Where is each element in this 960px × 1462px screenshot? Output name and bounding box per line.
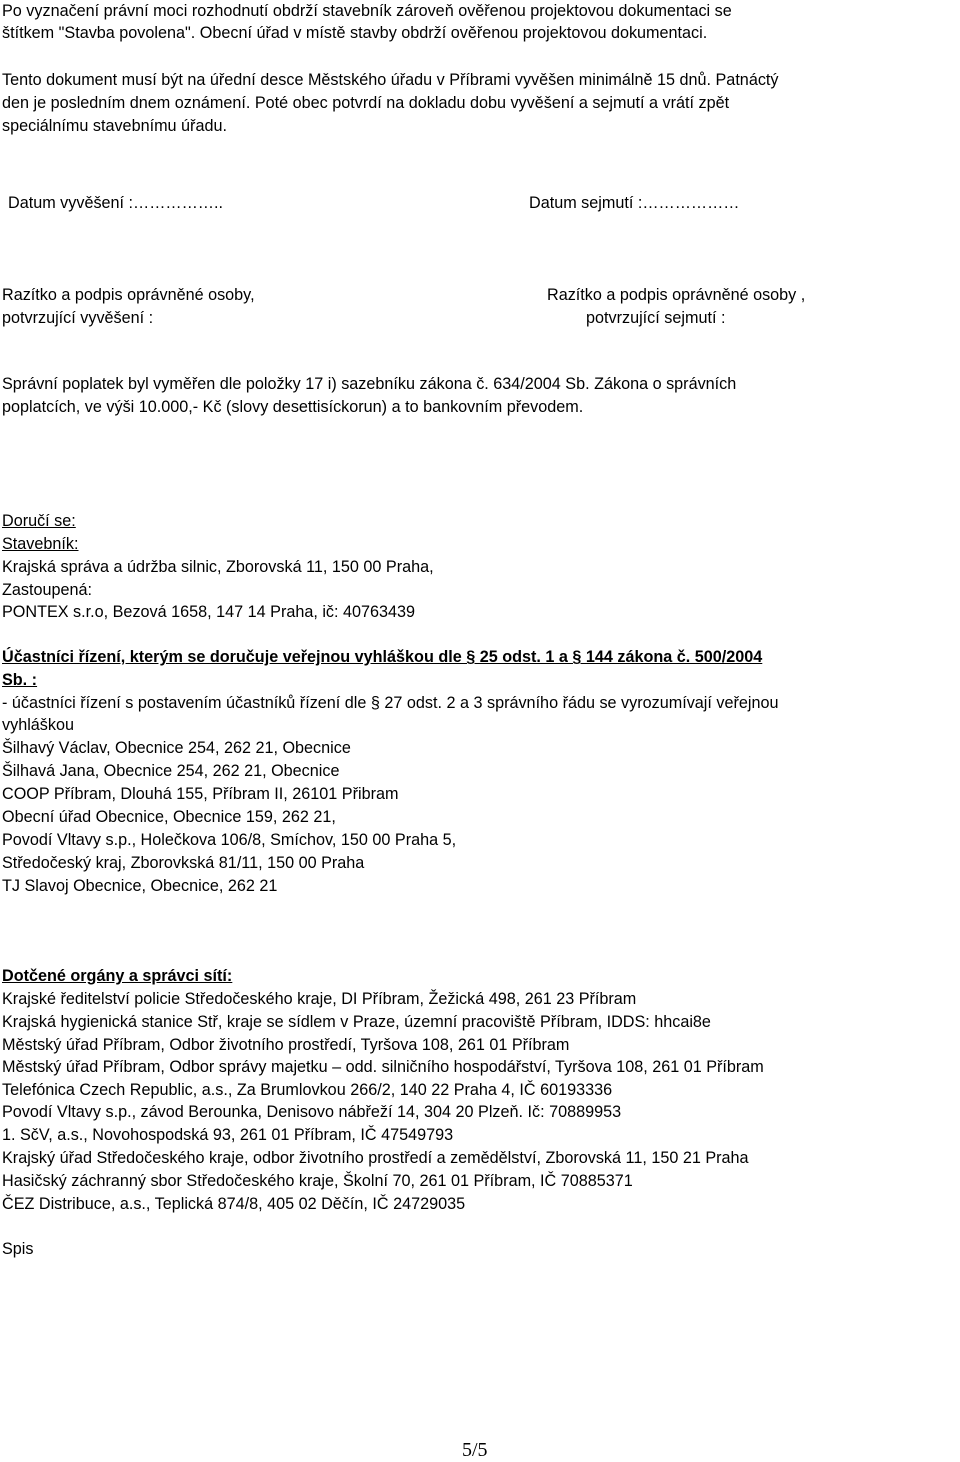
represented-label: Zastoupená:	[2, 581, 92, 599]
intro-paragraph-2-line-3: speciálnímu stavebnímu úřadu.	[2, 117, 227, 135]
participant-item: Obecní úřad Obecnice, Obecnice 159, 262 21,	[2, 808, 336, 826]
intro-paragraph-2-line-1: Tento dokument musí být na úřední desce Městského úřadu v Příbrami vyvěšen minimálně 15 dnů. Patnáctý	[2, 71, 779, 89]
authority-item: Hasičský záchranný sbor Středočeského kraje, Školní 70, 261 01 Příbram, IČ 70885371	[2, 1172, 633, 1190]
participant-item: Šilhavý Václav, Obecnice 254, 262 21, Obecnice	[2, 739, 351, 757]
authority-item: Povodí Vltavy s.p., závod Berounka, Denisovo nábřeží 14, 304 20 Plzeň. Ič: 70889953	[2, 1103, 622, 1121]
authority-item: Městský úřad Příbram, Odbor správy majetku – odd. silničního hospodářství, Tyršova 108, 261 01 Příbram	[2, 1058, 764, 1076]
participants-heading-line-1: Účastníci řízení, kterým se doručuje veřejnou vyhláškou dle § 25 odst. 1 a § 144 zákona č. 500/2004	[2, 648, 763, 666]
authorities-heading: Dotčené orgány a správci sítí:	[2, 967, 233, 985]
participant-item: Středočeský kraj, Zborovkská 81/11, 150 00 Praha	[2, 854, 365, 872]
fee-text-line-1: Správní poplatek byl vyměřen dle položky 17 i) sazebníku zákona č. 634/2004 Sb. Zákona o správních	[2, 375, 737, 393]
authority-item: Krajská hygienická stanice Stř, kraje se sídlem v Praze, územní pracoviště Příbram, IDDS: hhcai8e	[2, 1013, 711, 1031]
builder-address: Krajská správa a údržba silnic, Zborovská 11, 150 00 Praha,	[2, 558, 434, 576]
stamp-posted-label-line-2: potvrzující vyvěšení :	[2, 309, 154, 327]
posted-date-field: Datum vyvěšení :……………..	[8, 194, 223, 212]
stamp-removed-label-line-1: Razítko a podpis oprávněné osoby ,	[547, 286, 806, 304]
intro-paragraph-1-line-1: Po vyznačení právní moci rozhodnutí obdrží stavebník zároveň ověřenou projektovou dokumentaci se	[2, 2, 732, 20]
stamp-removed-label-line-2: potvrzující sejmutí :	[586, 309, 726, 327]
participant-item: COOP Příbram, Dlouhá 155, Příbram II, 26101 Přibram	[2, 785, 399, 803]
authority-item: Telefónica Czech Republic, a.s., Za Brumlovkou 266/2, 140 22 Praha 4, IČ 60193336	[2, 1081, 613, 1099]
authority-item: Krajský úřad Středočeského kraje, odbor životního prostředí a zemědělství, Zborovská 11, 150 21 Praha	[2, 1149, 749, 1167]
participant-item: Šilhavá Jana, Obecnice 254, 262 21, Obecnice	[2, 762, 340, 780]
authority-item: Krajské ředitelství policie Středočeského kraje, DI Příbram, Žežická 498, 261 23 Příbram	[2, 990, 637, 1008]
authority-item: Městský úřad Příbram, Odbor životního prostředí, Tyršova 108, 261 01 Příbram	[2, 1036, 570, 1054]
builder-heading: Stavebník:	[2, 535, 79, 553]
participants-note-line-1: - účastníci řízení s postavením účastníků řízení dle § 27 odst. 2 a 3 správního řádu se vyrozumívají veřejnou	[2, 694, 779, 712]
page-number: 5/5	[462, 1439, 488, 1461]
intro-paragraph-2-line-2: den je posledním dnem oznámení. Poté obec potvrdí na dokladu dobu vyvěšení a sejmutí a vrátí zpět	[2, 94, 730, 112]
authority-item: ČEZ Distribuce, a.s., Teplická 874/8, 405 02 Děčín, IČ 24729035	[2, 1195, 466, 1213]
participants-heading-line-2: Sb. :	[2, 671, 38, 689]
participants-note-line-2: vyhláškou	[2, 716, 74, 734]
fee-text-line-2: poplatcích, ve výši 10.000,- Kč (slovy desettisíckorun) a to bankovním převodem.	[2, 398, 584, 416]
stamp-posted-label-line-1: Razítko a podpis oprávněné osoby,	[2, 286, 255, 304]
participant-item: Povodí Vltavy s.p., Holečkova 106/8, Smíchov, 150 00 Praha 5,	[2, 831, 457, 849]
participant-item: TJ Slavoj Obecnice, Obecnice, 262 21	[2, 877, 278, 895]
representative-address: PONTEX s.r.o, Bezová 1658, 147 14 Praha, ič: 40763439	[2, 603, 416, 621]
removed-date-field: Datum sejmutí :………………	[529, 194, 740, 212]
authority-item: 1. SčV, a.s., Novohospodská 93, 261 01 Příbram, IČ 47549793	[2, 1126, 454, 1144]
delivery-heading: Doručí se:	[2, 512, 76, 530]
file-label: Spis	[2, 1240, 34, 1258]
intro-paragraph-1-line-2: štítkem "Stavba povolena". Obecní úřad v místě stavby obdrží ověřenou projektovou dokumentaci.	[2, 24, 708, 42]
